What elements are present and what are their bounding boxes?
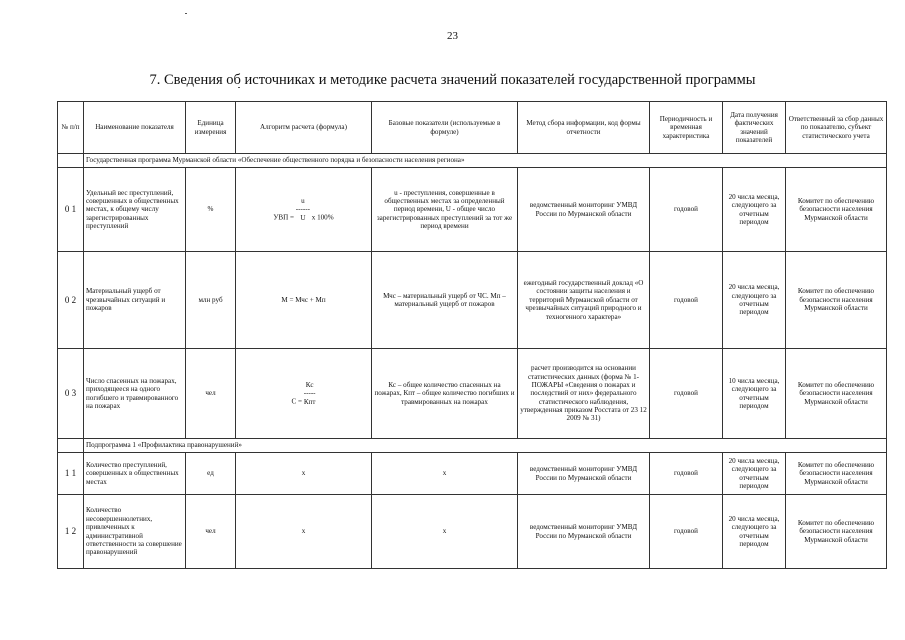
base-indicators: х: [372, 453, 518, 495]
fraction-bar: -----: [303, 389, 316, 398]
section-title: Государственная программа Мурманской области «Обеспечение общественного порядка и безопасности населения региона»: [84, 154, 887, 168]
date-cell: 20 числа месяца, следующего за отчетным периодом: [723, 495, 786, 569]
formula-fraction: [304, 381, 316, 406]
responsible: Комитет по обеспечению безопасности населения Мурманской области: [786, 453, 887, 495]
row-number: 0 3: [58, 349, 84, 439]
row-number: 1 2: [58, 495, 84, 569]
periodicity: годовой: [650, 349, 723, 439]
table-header-row: [58, 102, 887, 154]
row-number: 0 2: [58, 252, 84, 349]
section-row-subprogram: [58, 439, 887, 453]
unit-cell: чел: [186, 495, 236, 569]
formula-lhs: УВП =: [273, 213, 295, 222]
column-header: Базовые показатели (используемые в формуле): [372, 102, 518, 154]
section-row-program: [58, 154, 887, 168]
section-title: Подпрограмма 1 «Профилактика правонарушений»: [84, 439, 887, 453]
formula-tail: x 100%: [311, 213, 334, 222]
indicator-name: Количество преступлений, совершенных в общественных местах: [84, 453, 186, 495]
formula-numerator: u: [301, 196, 305, 205]
row-number: 0 1: [58, 168, 84, 252]
column-header: Единица измерения: [186, 102, 236, 154]
indicator-name: Удельный вес преступлений, совершенных в общественных местах, к общему числу зарегистрированных преступлений: [84, 168, 186, 252]
unit-cell: ед: [186, 453, 236, 495]
column-header: Ответственный за сбор данных по показателю, субъект статистического учета: [786, 102, 887, 154]
responsible: Комитет по обеспечению безопасности населения Мурманской области: [786, 349, 887, 439]
unit-cell: чел: [186, 349, 236, 439]
empty-cell: [58, 154, 84, 168]
table-row: [58, 453, 887, 495]
indicators-table: [57, 101, 887, 569]
date-cell: 10 числа месяца, следующего за отчетным периодом: [723, 349, 786, 439]
formula-denominator: Кпт: [303, 397, 316, 406]
periodicity: годовой: [650, 252, 723, 349]
responsible: Комитет по обеспечению безопасности населения Мурманской области: [786, 168, 887, 252]
collection-method: ведомственный мониторинг УМВД России по Мурманской области: [518, 495, 650, 569]
base-indicators: Кс – общее количество спасенных на пожарах, Кпт – общее количество погибших и травмированных на пожарах: [372, 349, 518, 439]
row-number: 1 1: [58, 453, 84, 495]
column-header: Метод сбора информации, код формы отчетности: [518, 102, 650, 154]
base-indicators: х: [372, 495, 518, 569]
indicator-name: Количество несовершеннолетних, привлеченных к административной ответственности за совершение правонарушений: [84, 495, 186, 569]
date-cell: 20 числа месяца, следующего за отчетным периодом: [723, 252, 786, 349]
responsible: Комитет по обеспечению безопасности населения Мурманской области: [786, 252, 887, 349]
fraction-bar: ------: [295, 205, 310, 214]
collection-method: ведомственный мониторинг УМВД России по Мурманской области: [518, 168, 650, 252]
formula-numerator: Кс: [305, 380, 314, 389]
base-indicators: Мчс – материальный ущерб от ЧС. Мп – материальный ущерб от пожаров: [372, 252, 518, 349]
table-row: [58, 252, 887, 349]
formula-cell: [236, 349, 372, 439]
formula-lhs: С =: [291, 397, 302, 406]
indicator-name: Материальный ущерб от чрезвычайных ситуаций и пожаров: [84, 252, 186, 349]
collection-method: ведомственный мониторинг УМВД России по Мурманской области: [518, 453, 650, 495]
table-row: [58, 495, 887, 569]
periodicity: годовой: [650, 453, 723, 495]
column-header: Наименование показателя: [84, 102, 186, 154]
responsible: Комитет по обеспечению безопасности населения Мурманской области: [786, 495, 887, 569]
indicator-name: Число спасенных на пожарах, приходящееся на одного погибшего и травмированного на пожарах: [84, 349, 186, 439]
empty-cell: [58, 439, 84, 453]
formula-denominator: U: [300, 213, 306, 222]
collection-method: ежегодный государственный доклад «О состоянии защиты населения и территорий Мурманской области от чрезвычайных ситуаций природного и техногенного характера»: [518, 252, 650, 349]
periodicity: годовой: [650, 495, 723, 569]
base-indicators: u - преступления, совершенные в общественных местах за определенный период времени, U - общее число зарегистрированных преступлений за тот же период времени: [372, 168, 518, 252]
column-header: № п/п: [58, 102, 84, 154]
date-cell: 20 числа месяца, следующего за отчетным периодом: [723, 453, 786, 495]
formula-fraction: [296, 197, 310, 222]
collection-method: расчет производится на основании статистических данных (форма № 1-ПОЖАРЫ «Сведения о пожарах и последствий от них» федерального статистического наблюдения, утвержденная приказом Росстата от 23 12 2009 № 31): [518, 349, 650, 439]
page-title: 7. Сведения об источниках и методике расчета значений показателей государственной программы: [149, 72, 756, 88]
formula-cell: х: [236, 453, 372, 495]
page-number: 23: [447, 30, 458, 42]
column-header: Алгоритм расчета (формула): [236, 102, 372, 154]
table-row: [58, 168, 887, 252]
column-header: Дата получения фактических значений показателей: [723, 102, 786, 154]
unit-cell: млн руб: [186, 252, 236, 349]
formula-cell: [236, 168, 372, 252]
column-header: Периодичность и временная характеристика: [650, 102, 723, 154]
table-row: [58, 349, 887, 439]
formula-cell: х: [236, 495, 372, 569]
unit-cell: %: [186, 168, 236, 252]
formula-cell: М = Мчс + Мп: [236, 252, 372, 349]
date-cell: 20 числа месяца, следующего за отчетным периодом: [723, 168, 786, 252]
scan-speck: [185, 13, 187, 14]
periodicity: годовой: [650, 168, 723, 252]
